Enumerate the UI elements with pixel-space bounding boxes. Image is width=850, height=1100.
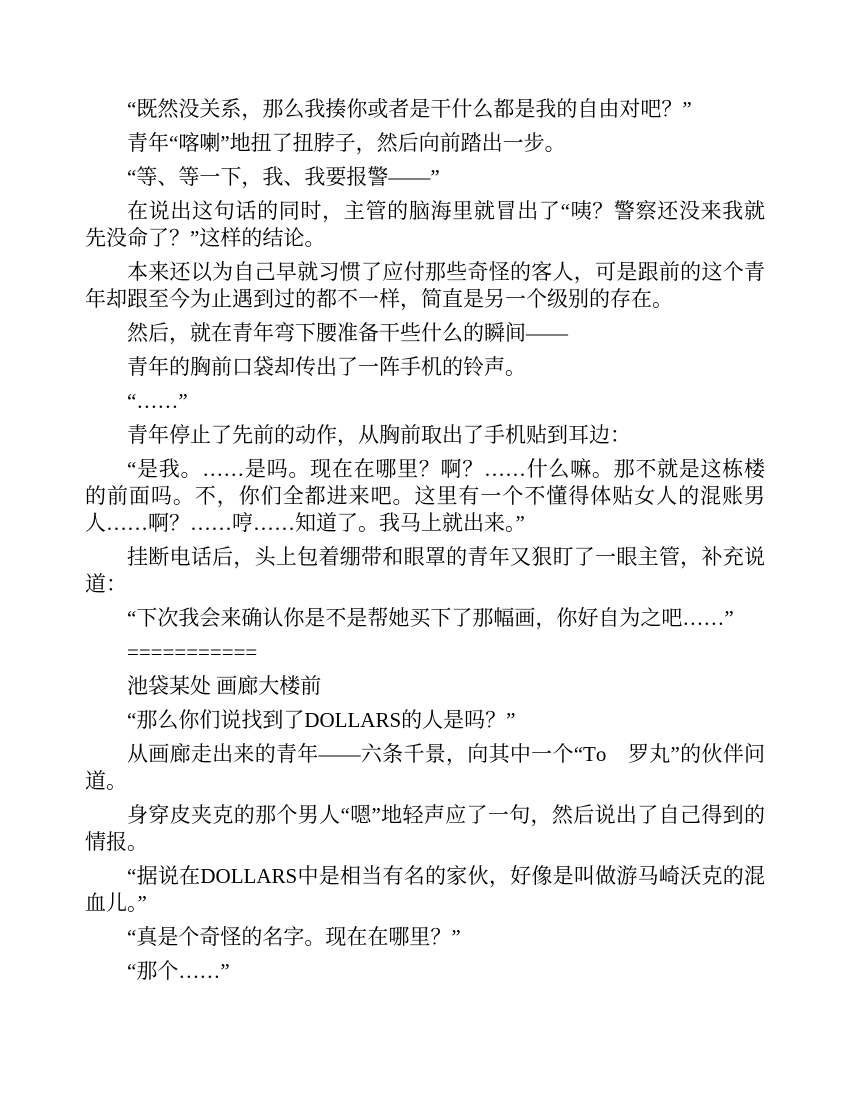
paragraph: =========== [127, 640, 258, 664]
paragraph: “……” [127, 389, 188, 413]
paragraph: 池袋某处 画廊大楼前 [127, 674, 322, 698]
paragraph: “据说在DOLLARS中是相当有名的家伙，好像是叫做游马崎沃克的混血儿。” [85, 864, 765, 915]
paragraph: “等、等一下，我、我要报警——” [127, 165, 440, 189]
paragraph: 在说出这句话的同时，主管的脑海里就冒出了“咦？警察还没来我就先没命了？”这样的结论。 [85, 199, 765, 250]
paragraph: 然后，就在青年弯下腰准备干些什么的瞬间—— [127, 321, 568, 345]
paragraph: 青年的胸前口袋却传出了一阵手机的铃声。 [127, 355, 526, 379]
paragraph: 从画廊走出来的青年——六条千景，向其中一个“To 罗丸”的伙伴问道。 [85, 742, 765, 793]
paragraph: 挂断电话后，头上包着绷带和眼罩的青年又狠盯了一眼主管，补充说道： [85, 545, 765, 596]
paragraph: “是我。……是吗。现在在哪里？啊？……什么嘛。那不就是这栋楼的前面吗。不，你们全都进来吧。这里有一个不懂得体贴女人的混账男人……啊？……哼……知道了。我马上就出来。” [85, 457, 765, 535]
paragraph: “下次我会来确认你是不是帮她买下了那幅画，你好自为之吧……” [127, 606, 734, 630]
paragraph: “真是个奇怪的名字。现在在哪里？” [127, 925, 461, 949]
paragraph: 身穿皮夹克的那个男人“嗯”地轻声应了一句，然后说出了自己得到的情报。 [85, 803, 765, 854]
paragraph: “既然没关系，那么我揍你或者是干什么都是我的自由对吧？” [127, 97, 692, 121]
paragraph: 本来还以为自己早就习惯了应付那些奇怪的客人，可是跟前的这个青年却跟至今为止遇到过的都不一样，简直是另一个级别的存在。 [85, 260, 765, 311]
text-content [85, 96, 765, 992]
paragraph: “那么你们说找到了DOLLARS的人是吗？” [127, 708, 516, 732]
paragraph: 青年“喀喇”地扭了扭脖子，然后向前踏出一步。 [127, 131, 566, 155]
paragraph: 青年停止了先前的动作，从胸前取出了手机贴到耳边： [127, 423, 631, 447]
paragraph: “那个……” [127, 959, 230, 983]
